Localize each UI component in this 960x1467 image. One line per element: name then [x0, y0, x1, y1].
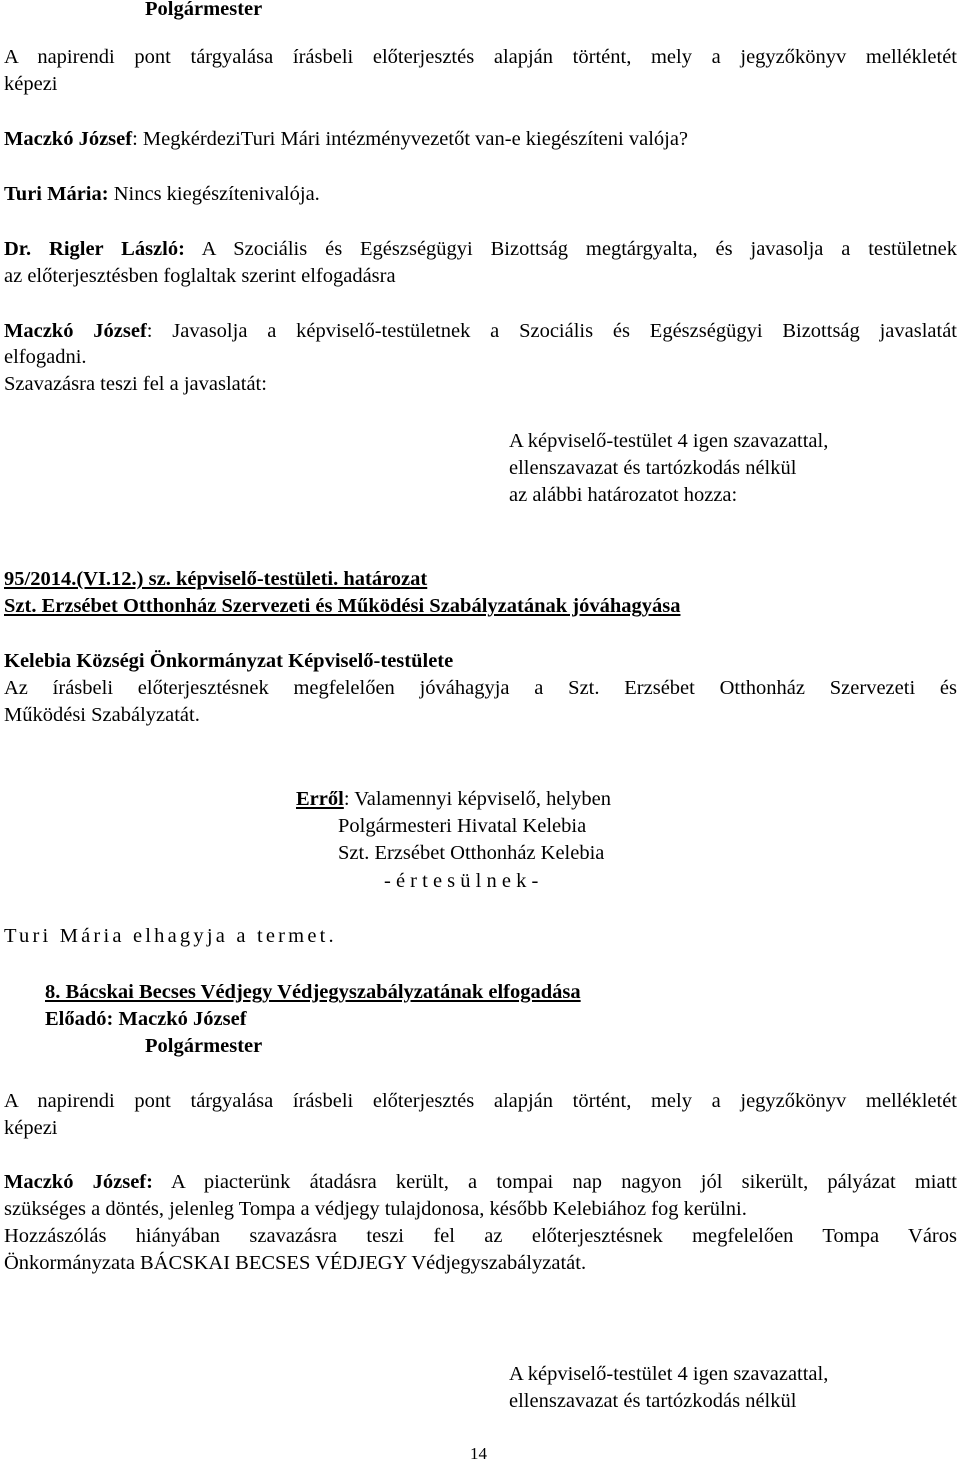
notice-text: : Valamennyi képviselő, helyben	[343, 788, 612, 810]
mj3-line3: Hozzászólás hiányában szavazásra teszi fel az előterjesztésnek megfelelően Tompa Város	[4, 1225, 957, 1247]
resolution-body-header: Kelebia Községi Önkormányzat Képviselő-testülete	[4, 650, 454, 672]
proposal-line3: Szavazásra teszi fel a javaslatát:	[4, 373, 267, 395]
vote2-line1: A képviselő-testület 4 igen szavazattal,	[509, 1363, 829, 1385]
resolution-text-line1: Az írásbeli előterjesztésnek megfelelően jóváhagyja a Szt. Erzsébet Otthonház Szervezeti és	[4, 677, 957, 699]
rigler-line1	[4, 236, 957, 263]
notice-line3: Szt. Erzsébet Otthonház Kelebia	[338, 842, 605, 864]
proposal-line1	[4, 318, 957, 345]
intro2-line2: képezi	[4, 1117, 58, 1139]
vote-line1: A képviselő-testület 4 igen szavazattal,	[509, 430, 829, 452]
speaker-name: Dr. Rigler László:	[4, 238, 185, 260]
agenda-item-presenter: Előadó: Maczkó József	[45, 1008, 247, 1030]
agenda-item-role: Polgármester	[145, 1035, 263, 1057]
notice-line1	[296, 786, 611, 813]
resolution-text-line2: Működési Szabályzatát.	[4, 704, 200, 726]
rigler-line2: az előterjesztésben foglaltak szerint elfogadásra	[4, 265, 396, 287]
resolution-title: Szt. Erzsébet Otthonház Szervezeti és Működési Szabályzatának jóváhagyása	[4, 595, 681, 617]
intro-paragraph-line2: képezi	[4, 73, 58, 95]
notice-label: Erről	[296, 788, 344, 810]
speaker-name: Maczkó József	[4, 128, 133, 150]
notice-line4: - é r t e s ü l n e k -	[384, 870, 539, 892]
speaker-name: Maczkó József	[4, 320, 147, 342]
vote-line2: ellenszavazat és tartózkodás nélkül	[509, 457, 797, 479]
leaves-room-note: Turi Mária elhagyja a termet.	[4, 925, 337, 947]
mj3-line2: szükséges a döntés, jelenleg Tompa a védjegy tulajdonosa, később Kelebiához fog kerülni.	[4, 1198, 747, 1220]
speaker-answer	[4, 181, 320, 208]
speaker-text: A Szociális és Egészségügyi Bizottság megtárgyalta, és javasolja a testületnek	[184, 238, 957, 260]
mj3-line1	[4, 1169, 957, 1196]
notice-line2: Polgármesteri Hivatal Kelebia	[338, 815, 587, 837]
vote-line3: az alábbi határozatot hozza:	[509, 484, 738, 506]
role-heading-top: Polgármester	[145, 0, 263, 20]
speaker-text: Nincs kiegészítenivalója.	[108, 183, 320, 205]
speaker-text: A piacterünk átadásra került, a tompai nap nagyon jól sikerült, pályázat miatt	[152, 1171, 957, 1193]
proposal-line2: elfogadni.	[4, 346, 87, 368]
intro-paragraph-line1: A napirendi pont tárgyalása írásbeli előterjesztés alapján történt, mely a jegyzőkönyv mellékletét	[4, 46, 957, 68]
speaker-text: : MegkérdeziTuri Mári intézményvezetőt van-e kiegészíteni valója?	[132, 128, 689, 150]
agenda-item-title: 8. Bácskai Becses Védjegy Védjegyszabályzatának elfogadása	[45, 981, 581, 1003]
speaker-question	[4, 126, 688, 153]
resolution-number: 95/2014.(VI.12.) sz. képviselő-testületi. határozat	[4, 568, 428, 590]
intro2-line1: A napirendi pont tárgyalása írásbeli előterjesztés alapján történt, mely a jegyzőkönyv mellékletét	[4, 1090, 957, 1112]
page-number: 14	[470, 1444, 487, 1463]
mj3-line4: Önkormányzata BÁCSKAI BECSES VÉDJEGY Védjegyszabályzatát.	[4, 1252, 587, 1274]
speaker-text: : Javasolja a képviselő-testületnek a Szociális és Egészségügyi Bizottság javaslatát	[146, 320, 957, 342]
speaker-name: Maczkó József:	[4, 1171, 153, 1193]
vote2-line2: ellenszavazat és tartózkodás nélkül	[509, 1390, 797, 1412]
speaker-name: Turi Mária:	[4, 183, 109, 205]
